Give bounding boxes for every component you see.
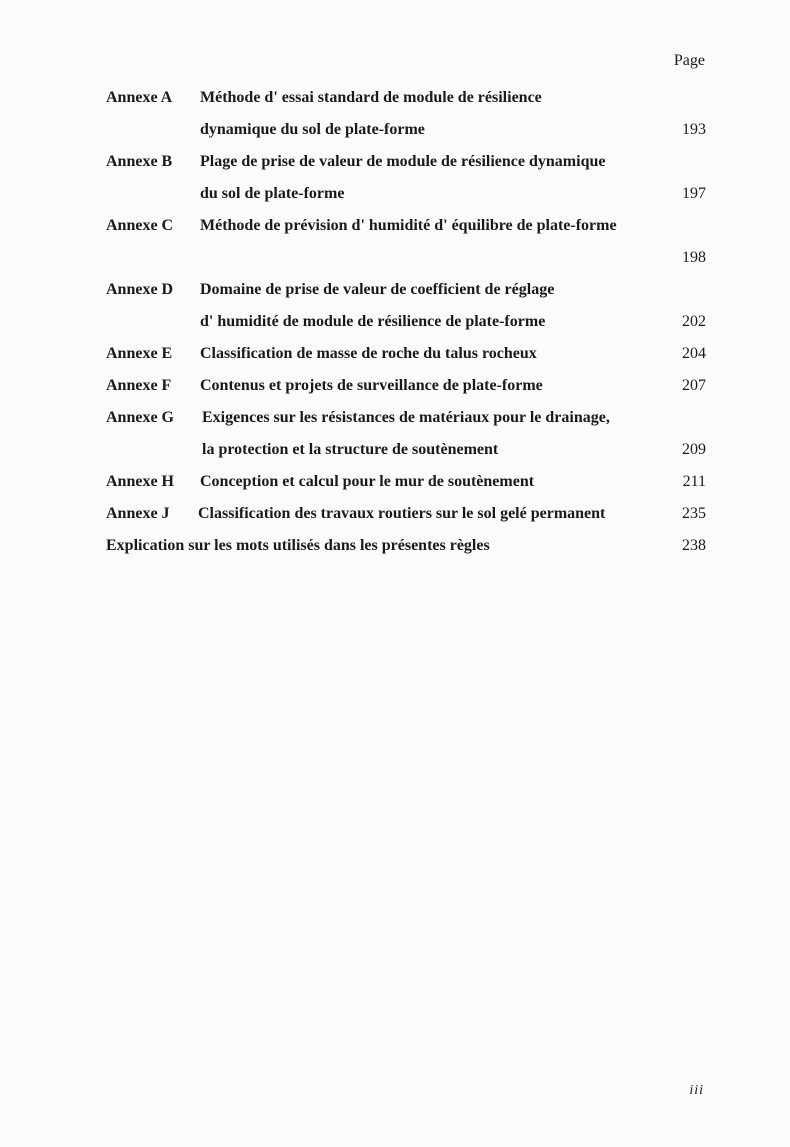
toc-page-number: 197 (682, 185, 706, 202)
toc-title: Classification de masse de roche du talus rocheux (200, 345, 537, 362)
toc-label: Annexe E (106, 345, 173, 362)
toc-title-continued: dynamique du sol de plate-forme (200, 121, 425, 138)
toc-title: Méthode de prévision d' humidité d' équilibre de plate-forme (200, 217, 617, 234)
toc-entry-annexe-e[interactable] (106, 338, 706, 370)
toc-entry-explication[interactable] (106, 530, 706, 562)
toc-entry-annexe-d[interactable] (106, 274, 706, 338)
toc-page-number: 204 (682, 345, 706, 362)
toc-page-number: 211 (682, 473, 706, 490)
toc-title-continued: la protection et la structure de soutènement (202, 441, 499, 458)
toc-title: Explication sur les mots utilisés dans les présentes règles (106, 537, 490, 554)
toc-entry-annexe-a[interactable] (106, 82, 706, 146)
toc-title: Classification des travaux routiers sur le sol gelé permanent (198, 505, 606, 522)
toc-title: Plage de prise de valeur de module de résilience dynamique (200, 153, 606, 170)
toc-label: Annexe F (106, 377, 172, 394)
toc-label: Annexe C (106, 217, 174, 234)
toc-page-number: 193 (682, 121, 706, 138)
toc-title: Exigences sur les résistances de matériaux pour le drainage, (202, 409, 610, 426)
toc-label: Annexe H (106, 473, 174, 490)
toc-page-number: 207 (682, 377, 706, 394)
toc-entry-annexe-c[interactable] (106, 210, 706, 274)
toc-title: Conception et calcul pour le mur de soutènement (200, 473, 535, 490)
toc-label: Annexe D (106, 281, 174, 298)
toc-page-number: 198 (682, 249, 706, 266)
toc-title-continued: d' humidité de module de résilience de plate-forme (200, 313, 546, 330)
toc-entry-annexe-j[interactable] (106, 498, 706, 530)
toc-title-continued: du sol de plate-forme (200, 185, 345, 202)
toc-label: Annexe G (106, 409, 174, 426)
page-column-header: Page (673, 52, 705, 69)
toc-page-number: 209 (682, 441, 706, 458)
toc-title: Domaine de prise de valeur de coefficient de réglage (200, 281, 555, 298)
toc-entry-annexe-b[interactable] (106, 146, 706, 210)
roman-page-number: iii (689, 1083, 704, 1098)
toc-title: Contenus et projets de surveillance de plate-forme (200, 377, 543, 394)
toc-page-number: 202 (682, 313, 706, 330)
toc-page-number: 238 (682, 537, 706, 554)
table-of-contents (106, 82, 706, 562)
toc-page-number: 235 (682, 505, 706, 522)
toc-entry-annexe-f[interactable] (106, 370, 706, 402)
toc-label: Annexe J (106, 505, 170, 522)
toc-entry-annexe-g[interactable] (106, 402, 706, 466)
toc-label: Annexe A (106, 89, 173, 106)
toc-entry-annexe-h[interactable] (106, 466, 706, 498)
toc-title: Méthode d' essai standard de module de résilience (200, 89, 542, 106)
toc-label: Annexe B (106, 153, 173, 170)
